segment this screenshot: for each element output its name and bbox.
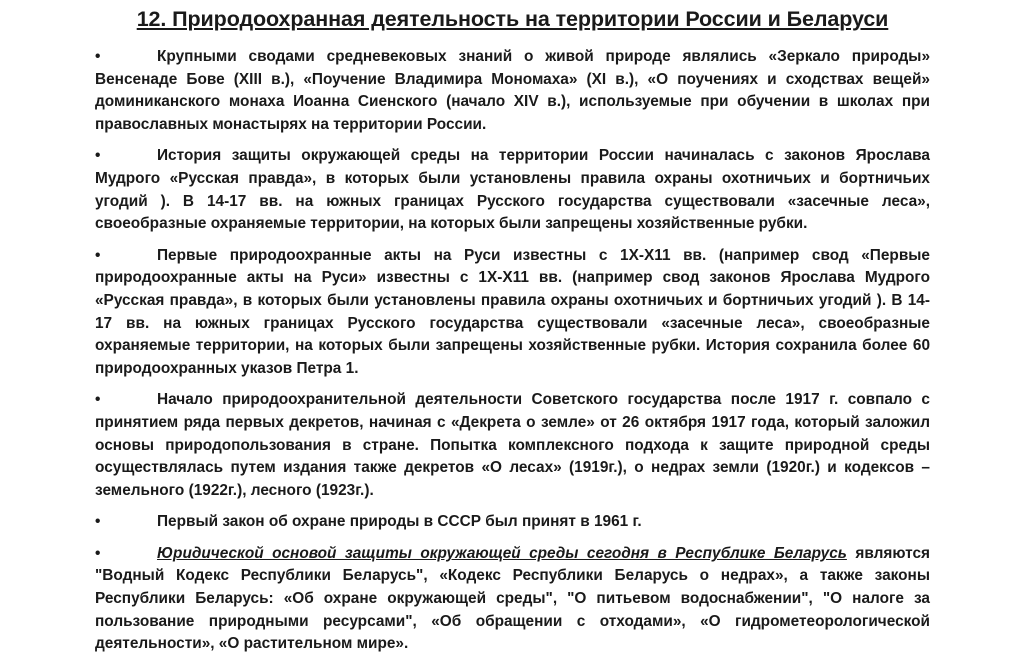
bullet-icon: • <box>95 147 101 165</box>
item-text: являются "Водный Кодекс Республики Беларусь", «Кодекс Республики Беларусь о недрах», а также законы Республики Беларусь: «Об охране окружающей среды", "О питьевом водоснабжении", "О налоге за пользование природными ресурсами", «Об обращении с отходами», «О гидрометеорологической деятельности», «О растительном мире». <box>95 544 930 653</box>
list-item <box>95 145 930 235</box>
item-text: Первые природоохранные акты на Руси известны с 1Х-Х11 вв. (например свод «Первые природоохранные акты на Руси» известны с 1Х-Х11 вв. (например свод законов Ярослава Мудрого «Русская правда», в которых были установлены правила охраны охотничьих и бортничьих угодий ). В 14-17 вв. на южных границах Русского государства существовали «засечные леса», своеобразные охраняемые территории, на которых были запрещены хозяйственные рубки. История сохранила более 60 природоохранных указов Петра 1. <box>95 246 930 377</box>
bullet-icon: • <box>95 544 101 562</box>
item-text: Крупными сводами средневековых знаний о живой природе являлись «Зеркало природы» Венсенаде Бове (XIII в.), «Поучение Владимира Мономаха» (XI в.), «О поучениях и сходствах вещей» доминиканского монаха Иоанна Сиенского (начало XIV в.), используемые при обучении в школах при православных монастырях на территории России. <box>95 48 930 133</box>
list-item <box>95 543 930 656</box>
bullet-icon: • <box>95 513 101 531</box>
bullet-list <box>95 46 930 656</box>
bullet-icon: • <box>95 48 101 65</box>
list-item <box>95 46 930 136</box>
item-text: Начало природоохранительной деятельности Советского государства после 1917 г. совпало с принятием ряда первых декретов, начиная с «Декрета о земле» от 26 октября 1917 года, который заложил основы природопользования в стране. Попытка комплексного подхода к защите природной среды осуществлялась путем издания также декретов «О лесах» (1919г.), о недрах земли (1920г.) и кодексов – земельного (1922г.), лесного (1923г.). <box>95 391 930 499</box>
page-title: 12. Природоохранная деятельность на территории России и Беларуси <box>136 7 889 31</box>
item-emphasis: Юридической основой защиты окружающей среды сегодня в Республике Беларусь <box>157 544 847 562</box>
list-item <box>95 389 930 502</box>
bullet-icon: • <box>95 391 101 409</box>
list-item <box>95 245 930 381</box>
bullet-icon: • <box>95 246 101 264</box>
item-text: Первый закон об охране природы в СССР был принят в 1961 г. <box>157 513 642 531</box>
list-item <box>95 511 930 534</box>
item-text: История защиты окружающей среды на территории России начиналась с законов Ярослава Мудрого «Русская правда», в которых были установлены правила охраны охотничьих и бортничьих угодий ). В 14-17 вв. на южных границах Русского государства существовали «засечные леса», своеобразные охраняемые территории, на которых были запрещены хозяйственные рубки. <box>95 147 930 233</box>
